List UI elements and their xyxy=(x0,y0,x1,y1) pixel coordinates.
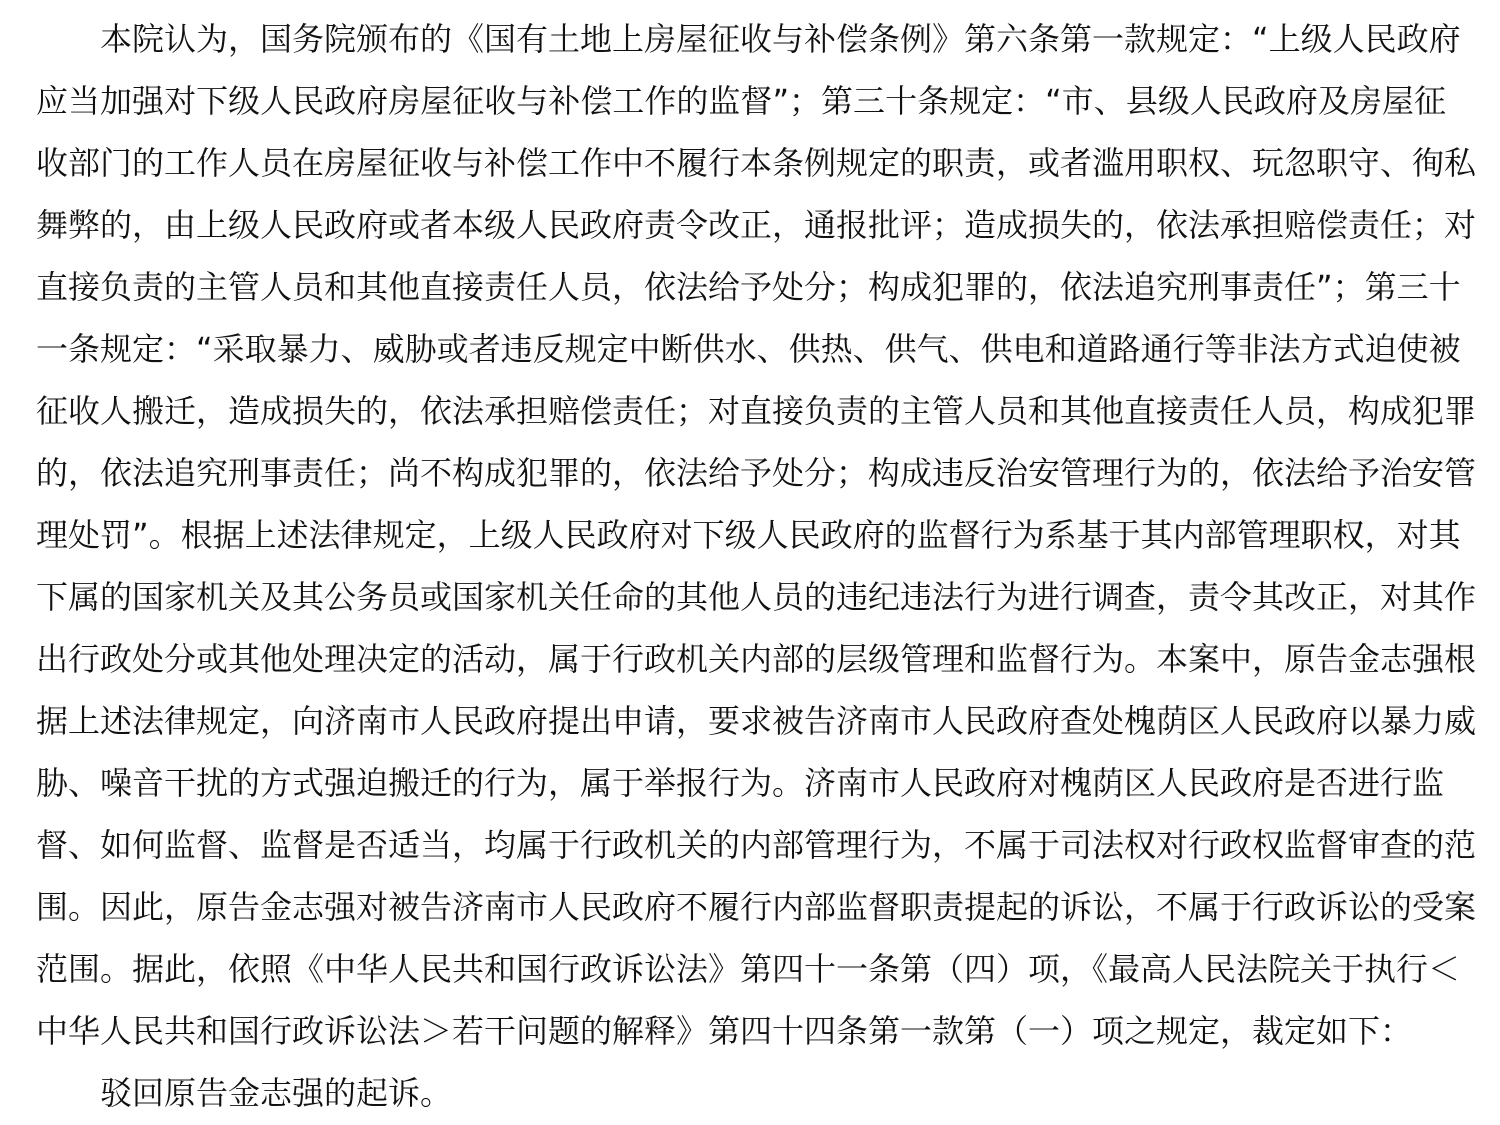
text-line: 出行政处分或其他处理决定的活动，属于行政机关内部的层级管理和监督行为。本案中，原告金志强根 xyxy=(36,640,1477,678)
text-line: 围。因此，原告金志强对被告济南市人民政府不履行内部监督职责提起的诉讼，不属于行政诉讼的受案 xyxy=(36,888,1477,926)
text-line: 一条规定：“采取暴力、威胁或者违反规定中断供水、供热、供气、供电和道路通行等非法方式迫使被 xyxy=(36,330,1461,368)
text-line: 直接负责的主管人员和其他直接责任人员，依法给予处分；构成犯罪的，依法追究刑事责任”；第三十 xyxy=(36,268,1461,306)
text-line: 范围。据此，依照《中华人民共和国行政诉讼法》第四十一条第（四）项，《最高人民法院关于执行＜ xyxy=(36,950,1461,988)
text-line: 收部门的工作人员在房屋征收与补偿工作中不履行本条例规定的职责，或者滥用职权、玩忽职守、徇私 xyxy=(36,144,1477,182)
text-line: 下属的国家机关及其公务员或国家机关任命的其他人员的违纪违法行为进行调查，责令其改正，对其作 xyxy=(36,578,1477,616)
ruling-line: 驳回原告金志强的起诉。 xyxy=(100,1074,453,1112)
text-line: 督、如何监督、监督是否适当，均属于行政机关的内部管理行为，不属于司法权对行政权监督审查的范 xyxy=(36,826,1477,864)
text-line: 中华人民共和国行政诉讼法＞若干问题的解释》第四十四条第一款第（一）项之规定，裁定如下： xyxy=(36,1012,1413,1050)
text-line: 本院认为，国务院颁布的《国有土地上房屋征收与补偿条例》第六条第一款规定：“上级人民政府 xyxy=(100,20,1461,58)
text-line: 据上述法律规定，向济南市人民政府提出申请，要求被告济南市人民政府查处槐荫区人民政府以暴力威 xyxy=(36,702,1477,740)
text-line: 征收人搬迁，造成损失的，依法承担赔偿责任；对直接负责的主管人员和其他直接责任人员，构成犯罪 xyxy=(36,392,1477,430)
text-line: 的，依法追究刑事责任；尚不构成犯罪的，依法给予处分；构成违反治安管理行为的，依法给予治安管 xyxy=(36,454,1477,492)
document-body xyxy=(36,8,1477,1124)
text-line: 应当加强对下级人民政府房屋征收与补偿工作的监督”；第三十条规定：“市、县级人民政府及房屋征 xyxy=(36,82,1446,120)
text-line: 胁、噪音干扰的方式强迫搬迁的行为，属于举报行为。济南市人民政府对槐荫区人民政府是否进行监 xyxy=(36,764,1445,802)
text-line: 理处罚”。根据上述法律规定，上级人民政府对下级人民政府的监督行为系基于其内部管理职权，对其 xyxy=(36,516,1461,554)
text-line: 舞弊的，由上级人民政府或者本级人民政府责令改正，通报批评；造成损失的，依法承担赔偿责任；对 xyxy=(36,206,1477,244)
